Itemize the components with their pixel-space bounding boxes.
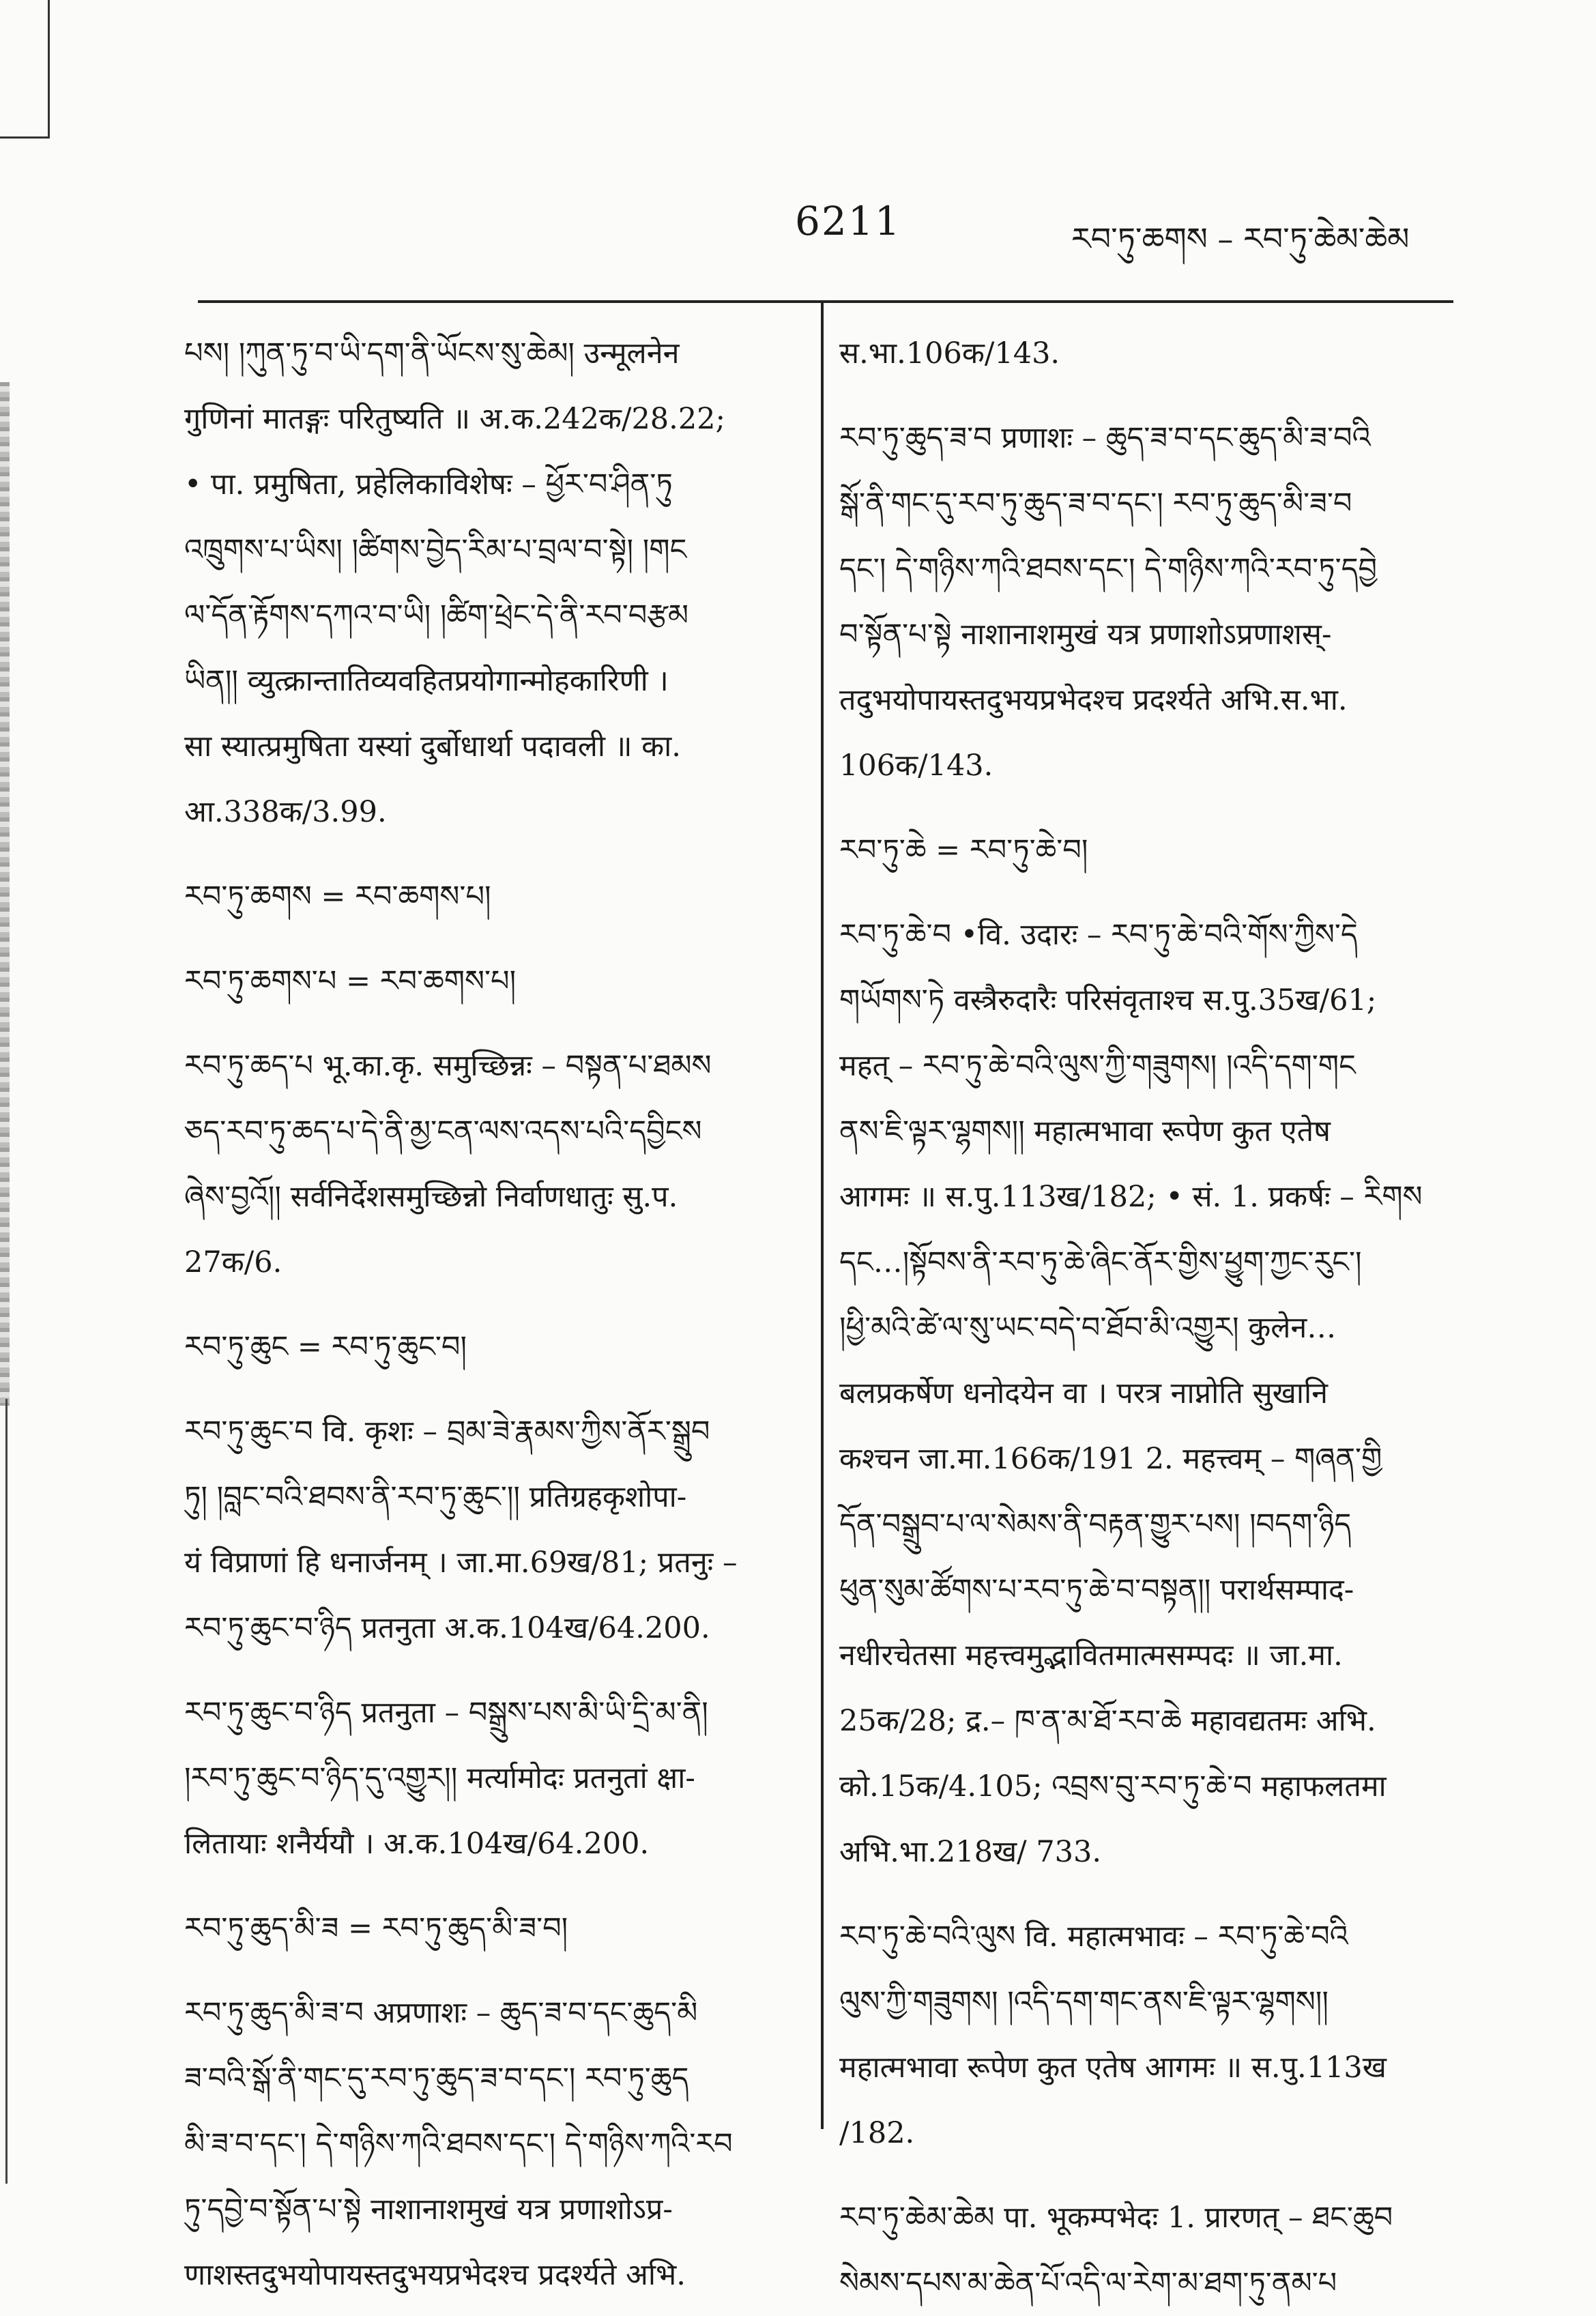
entry-line: རབ་ཏུ་ཆགས = རབ་ཆགས་པ། bbox=[184, 880, 491, 914]
entry-line: तदुभयोपायस्तदुभयप्रभेदश्च प्रदर्श्यते अभि.स.भा. bbox=[839, 683, 1348, 717]
entry-gap bbox=[184, 1295, 798, 1314]
entry-line: བ་སྟོན་པ་སྟེ नाशानाशमुखं यत्र प्रणाशोऽप्रणाशस्- bbox=[839, 618, 1332, 652]
right-column bbox=[839, 321, 1453, 2316]
entry-line: ནས་ཇི་ལྟར་ལྷགས།། महात्मभावा रूपेण कुत एतेष bbox=[839, 1114, 1331, 1148]
entry-line: आगमः ॥ स.पु.113ख/182; • सं. 1. प्रकर्षः – རིགས bbox=[839, 1180, 1423, 1214]
entry-line: /182. bbox=[839, 2116, 915, 2150]
entry-line: सा स्यात्प्रमुषिता यस्यां दुर्बोधार्था पदावली ॥ का. bbox=[184, 729, 681, 764]
entry-line: རབ་ཏུ་ཆུད་མི་ཟ = རབ་ཏུ་ཆུད་མི་ཟ་བ། bbox=[184, 1911, 568, 1945]
entry-gap bbox=[839, 386, 1453, 405]
dictionary-entry bbox=[184, 321, 798, 845]
dictionary-entry bbox=[184, 1896, 798, 1961]
dictionary-entry bbox=[839, 405, 1453, 798]
entry-gap bbox=[184, 1877, 798, 1896]
entry-line: ཅད་རབ་ཏུ་ཆད་པ་དེ་ནི་མྱ་ངན་ལས་འདས་པའི་དབྱིངས bbox=[184, 1114, 702, 1148]
entry-line: རབ་ཏུ་ཆེ = རབ་ཏུ་ཆེ་བ། bbox=[839, 833, 1088, 867]
left-column bbox=[184, 321, 798, 2308]
entry-line: པས། །ཀུན་ཏུ་བ་ཡི་དག་ནི་ཡོངས་སུ་ཆེམ། उन्मूलनेन bbox=[184, 336, 680, 371]
scan-binding-line bbox=[5, 1399, 8, 2184]
entry-line: རབ་ཏུ་ཆགས་པ = རབ་ཆགས་པ། bbox=[184, 964, 517, 998]
entry-gap bbox=[184, 845, 798, 864]
entry-line: ཏུ་དབྱེ་བ་སྟོན་པ་སྟེ नाशानाशमुखं यत्र प्रणाशोऽप्र- bbox=[184, 2192, 673, 2227]
entry-gap bbox=[184, 1014, 798, 1033]
entry-line: རབ་ཏུ་ཆུང་བ वि. कृशः – བྲམ་ཟེ་རྣམས་ཀྱིས་ནོར་སྒྲུབ bbox=[184, 1415, 710, 1449]
entry-line: རབ་ཏུ་ཆུད་མི་ཟ་བ अप्रणाशः – ཆུད་ཟ་བ་དང་ཆུད་མི bbox=[184, 1996, 698, 2030]
dictionary-entry bbox=[839, 902, 1453, 1885]
entry-line: लितायाः शनैर्ययौ । अ.क.104ख/64.200. bbox=[184, 1827, 650, 1861]
entry-line: མི་ཟ་བ་དང་། དེ་གཉིས་ཀའི་ཐབས་དང་། དེ་གཉིས་ཀའི་རབ bbox=[184, 2127, 733, 2161]
entry-line: སྒོ་ནི་གང་དུ་རབ་ཏུ་ཆུད་ཟ་བ་དང་། རབ་ཏུ་ཆུད་མི་ཟ་བ bbox=[839, 487, 1352, 521]
entry-line: རབ་ཏུ་ཆུད་ཟ་བ प्रणाशः – ཆུད་ཟ་བ་དང་ཆུད་མི་ཟ་བའི bbox=[839, 421, 1371, 455]
entry-gap bbox=[184, 1661, 798, 1680]
header-rule bbox=[198, 300, 1453, 303]
entry-line: स.भा.106क/143. bbox=[839, 336, 1060, 371]
dictionary-entry bbox=[184, 1980, 798, 2308]
entry-line: །རབ་ཏུ་ཆུང་བ་ཉིད་དུ་འགྱུར།། मर्त्यामोदः प्रतनुतां क्षा- bbox=[184, 1761, 695, 1795]
dictionary-entry bbox=[184, 949, 798, 1014]
entry-line: 25क/28; द्र.– ཁ་ན་མ་ཐོ་རབ་ཆེ महावद्यतमः अभि. bbox=[839, 1704, 1376, 1738]
entry-gap bbox=[184, 1380, 798, 1399]
dictionary-entry bbox=[184, 1680, 798, 1877]
dictionary-entry bbox=[839, 817, 1453, 883]
entry-gap bbox=[839, 2166, 1453, 2185]
dictionary-entry bbox=[184, 1399, 798, 1661]
entry-line: རབ་ཏུ་ཆེ་བའི་ལུས वि. महात्मभावः – རབ་ཏུ་ཆེ་བའི bbox=[839, 1920, 1348, 1954]
entry-gap bbox=[184, 929, 798, 949]
entry-line: རབ་ཏུ་ཆེ་བ •वि. उदारः – རབ་ཏུ་ཆེ་བའི་གོས་ཀྱིས་དེ bbox=[839, 918, 1358, 952]
entry-gap bbox=[839, 798, 1453, 817]
entry-line: बलप्रकर्षेण धनोदयेन वा । परत्र नाप्नोति सुखानि bbox=[839, 1376, 1328, 1410]
entry-gap bbox=[839, 1885, 1453, 1904]
entry-gap bbox=[839, 883, 1453, 902]
entry-line: ཏུ། །བླང་བའི་ཐབས་ནི་རབ་ཏུ་ཆུང་།། प्रतिग्रहकृशोपा- bbox=[184, 1480, 687, 1514]
entry-gap bbox=[184, 1961, 798, 1980]
dictionary-entry bbox=[839, 321, 1453, 386]
entry-line: འཁྲུགས་པ་ཡིས། །ཚིགས་བྱེད་རིམ་པ་བྲལ་བ་སྟེ། །གང bbox=[184, 533, 687, 567]
dictionary-entry bbox=[184, 1314, 798, 1380]
entry-line: རབ་ཏུ་ཆེམ་ཆེམ पा. भूकम्पभेदः 1. प्रारणत् – ཐང་ཆུབ bbox=[839, 2201, 1393, 2235]
entry-line: गुणिनां मातङ्गः परितुष्यति ॥ अ.क.242क/28.22; bbox=[184, 402, 726, 436]
entry-line: आ.338क/3.99. bbox=[184, 795, 387, 829]
entry-line: ཡིན།། व्युत्क्रान्तातिव्यवहितप्रयोगान्मोहकारिणी । bbox=[184, 664, 669, 698]
entry-line: महात्मभावा रूपेण कुत एतेष आगमः ॥ स.पु.113ख bbox=[839, 2051, 1387, 2085]
entry-line: ལ་དོན་རྟོགས་དཀའ་བ་ཡི། །ཚིག་ཕྲེང་དེ་ནི་རབ་བརྩམ bbox=[184, 598, 689, 633]
dictionary-entry bbox=[184, 864, 798, 929]
running-head: རབ་ཏུ་ཆགས – རབ་ཏུ་ཆེམ་ཆེམ bbox=[1071, 220, 1410, 257]
entry-line: 106क/143. bbox=[839, 749, 993, 783]
column-divider bbox=[821, 300, 824, 2129]
entry-line: ལུས་ཀྱི་གཟུགས། །འདི་དག་གང་ནས་ཇི་ལྟར་ལྷགས།། bbox=[839, 1985, 1329, 2019]
dictionary-entry bbox=[839, 1904, 1453, 2166]
entry-line: དོན་བསྒྲུབ་པ་ལ་སེམས་ནི་བརྟན་གྱུར་པས། །བདག་ཉིད bbox=[839, 1507, 1352, 1541]
entry-line: ཟ་བའི་སྒོ་ནི་གང་དུ་རབ་ཏུ་ཆུད་ཟ་བ་དང་། རབ་ཏུ་ཆུད bbox=[184, 2061, 689, 2096]
entry-line: རབ་ཏུ་ཆུང་བ་ཉིད प्रतनुता – བསྒྲུས་པས་མི་ཡི་དྲི་མ་ནི། bbox=[184, 1696, 708, 1730]
entry-line: णाशस्तदुभयोपायस्तदुभयप्रभेदश्च प्रदर्श्यते अभि. bbox=[184, 2258, 686, 2292]
entry-line: དང…།སྟོབས་ནི་རབ་ཏུ་ཆེ་ཞིང་ནོར་གྱིས་ཕྱུག་ཀྱང་རུང་། bbox=[839, 1245, 1362, 1279]
entry-line: ཞེས་བྱའོ།། सर्वनिर्देशसमुच्छिन्नो निर्वाणधातुः सु.प. bbox=[184, 1180, 678, 1214]
dictionary-entry bbox=[184, 1033, 798, 1295]
entry-line: को.15क/4.105; འབྲས་བུ་རབ་ཏུ་ཆེ་བ महाफलतमा bbox=[839, 1769, 1387, 1804]
entry-line: महत् – རབ་ཏུ་ཆེ་བའི་ལུས་ཀྱི་གཟུགས། །འདི་དག་གང bbox=[839, 1049, 1356, 1083]
entry-line: རབ་ཏུ་ཆུང་བ་ཉིད प्रतनुता अ.क.104ख/64.200. bbox=[184, 1611, 710, 1645]
scan-binding-shadow bbox=[0, 382, 10, 1406]
entry-line: ཕུན་སུམ་ཚོགས་པ་རབ་ཏུ་ཆེ་བ་བསྟན།། परार्थसम्पाद- bbox=[839, 1573, 1354, 1607]
entry-line: །ཕྱི་མའི་ཚེ་ལ་སུ་ཡང་བདེ་བ་ཐོབ་མི་འགྱུར། कुलेन… bbox=[839, 1311, 1337, 1345]
entry-line: • पा. प्रमुषिता, प्रहेलिकाविशेषः – ཕྱོར་བ་ཤིན་ཏུ bbox=[184, 467, 673, 502]
entry-line: यं विप्राणां हि धनार्जनम् । जा.मा.69ख/81; प्रतनुः – bbox=[184, 1546, 738, 1580]
entry-line: རབ་ཏུ་ཆུང = རབ་ཏུ་ཆུང་བ། bbox=[184, 1330, 467, 1364]
entry-line: कश्चन जा.मा.166क/191 2. महत्त्वम् – གཞན་གྱི bbox=[839, 1442, 1382, 1476]
entry-line: नधीरचेतसा महत्त्वमुद्भावितमात्मसम्पदः ॥ जा.मा. bbox=[839, 1638, 1343, 1673]
scan-binding-edge bbox=[0, 0, 50, 139]
entry-line: རབ་ཏུ་ཆད་པ भू.का.कृ. समुच्छिन्नः – བསྟན་པ་ཐམས bbox=[184, 1049, 712, 1083]
dictionary-entry bbox=[839, 2185, 1453, 2316]
entry-line: 27क/6. bbox=[184, 1245, 282, 1279]
page-number: 6211 bbox=[795, 198, 901, 244]
entry-line: དང་། དེ་གཉིས་ཀའི་ཐབས་དང་། དེ་གཉིས་ཀའི་རབ་ཏུ་དབྱེ bbox=[839, 552, 1378, 586]
entry-line: अभि.भा.218ख/ 733. bbox=[839, 1835, 1102, 1869]
entry-line: གཡོགས་ཏེ वस्त्रैरुदारैः परिसंवृताश्च स.पु.35ख/61; bbox=[839, 983, 1377, 1017]
entry-line: སེམས་དཔས་མ་ཆེན་པོ་འདི་ལ་རེག་མ་ཐག་ཏུ་ནམ་པ bbox=[839, 2266, 1337, 2300]
